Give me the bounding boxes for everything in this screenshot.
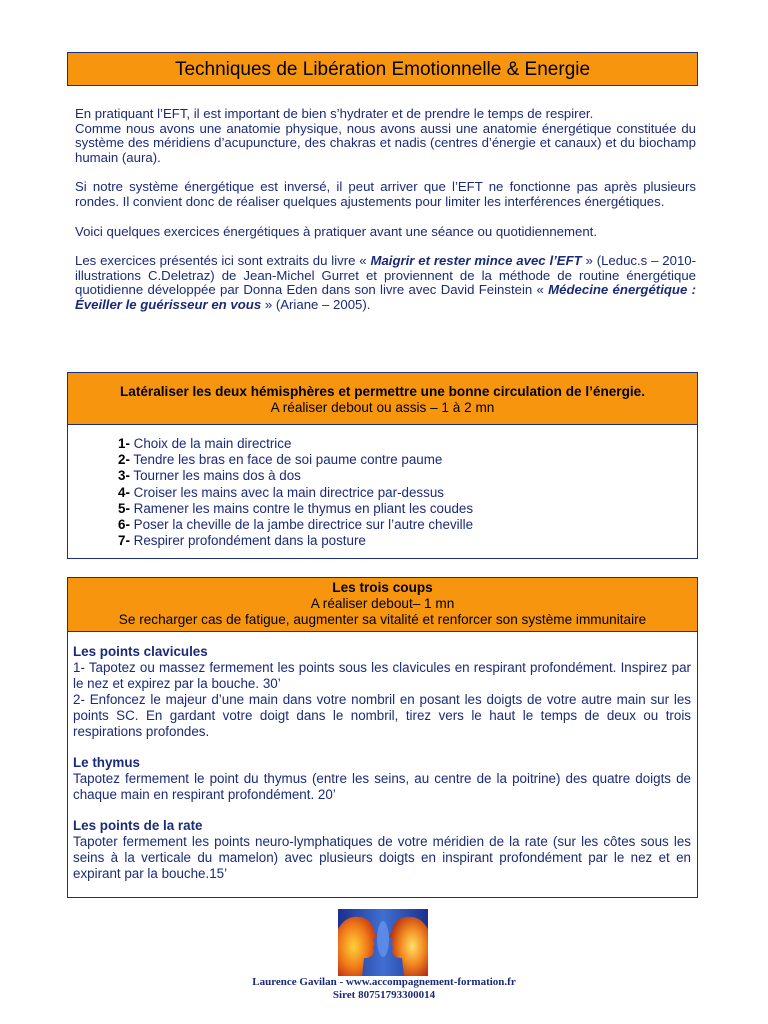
intro-p3: Voici quelques exercices énergétiques à pratiquer avant une séance ou quotidiennement.	[75, 223, 597, 239]
footer-line-1: Laurence Gavilan - www.accompagnement-formation.fr	[252, 976, 516, 988]
intro-p4-end: » (Ariane – 2005).	[261, 296, 371, 312]
trois-coups-header	[67, 577, 698, 632]
lateraliser-header	[67, 372, 698, 425]
trois-coups-heading: Les trois coups	[332, 580, 433, 595]
thymus-title: Le thymus	[73, 755, 140, 770]
title-box	[67, 52, 698, 86]
intro-p4	[75, 254, 696, 312]
intro-p1a: En pratiquant l’EFT, il est important de bien s’hydrater et de prendre le temps de respirer.	[75, 106, 594, 121]
clavicules-step-1: 1- Tapotez ou massez fermement les points sous les clavicules en respirant profondément. Inspirez par le nez et expirez par la bouche. 30’	[73, 660, 691, 691]
list-item: 2- Tendre les bras en face de soi paume contre paume	[118, 452, 443, 468]
footer-siret: Siret 80751793300014	[332, 989, 436, 1001]
intro-text	[75, 107, 696, 313]
list-item: 4- Croiser les mains avec la main directrice par-dessus	[118, 484, 444, 500]
clavicules-step-2: 2- Enfoncez le majeur d’une main dans votre nombril en posant les doigts de votre autre main sur les points SC. En gardant votre doigt dans le nombril, tirez vers le haut le temps de deux ou trois respirations profondes.	[73, 692, 691, 739]
footer	[0, 976, 768, 1002]
book-title-2: Médecine énergétique : Éveiller le guérisseur en vous	[75, 282, 696, 312]
list-item: 7- Respirer profondément dans la posture	[118, 533, 366, 549]
intro-p1b: Comme nous avons une anatomie physique, nous avons aussi une anatomie énergétique constituée du système des méridiens d’acupuncture, des chakras et nadis (centres d’énergie et canaux) et du biochamp humain (aura).	[75, 120, 696, 165]
intro-p2: Si notre système énergétique est inversé, il peut arriver que l’EFT ne fonctionne pas après plusieurs rondes. Il convient donc de réaliser quelques ajustements pour limiter les interférences énergétiques.	[75, 179, 696, 209]
intro-p4-mid: » (Leduc.s – 2010- illustrations C.Deletraz) de Jean-Michel Gurret et proviennent de la méthode de routine énergétique quotidienne développée par Donna Eden dans son livre avec David Feinstein «	[75, 253, 697, 298]
page-title: Techniques de Libération Emotionnelle & Energie	[174, 59, 591, 80]
list-item: 3- Tourner les mains dos à dos	[118, 468, 301, 484]
clavicules-title: Les points clavicules	[73, 644, 208, 659]
trois-coups-purpose: Se recharger cas de fatigue, augmenter sa vitalité et renforcer son système immunitaire	[118, 612, 647, 627]
logo-image	[338, 909, 428, 976]
list-item: 1- Choix de la main directrice	[118, 436, 292, 451]
steps-list	[118, 436, 473, 549]
lateraliser-subheading: A réaliser debout ou assis – 1 à 2 mn	[270, 400, 495, 415]
rate-title: Les points de la rate	[73, 818, 203, 833]
list-item: 6- Poser la cheville de la jambe directrice sur l’autre cheville	[118, 517, 474, 533]
book-title-1: Maigrir et rester mince avec l’EFT	[370, 253, 582, 269]
intro-p4-start: Les exercices présentés ici sont extraits du livre «	[75, 253, 371, 269]
trois-coups-text	[73, 644, 691, 882]
rate-text: Tapoter fermement les points neuro-lymphatiques de votre méridien de la rate (sur les côtes sous les seins à la verticale du mamelon) avec plusieurs doigts en inspirant profondément par le nez et en expirant par la bouche.15’	[73, 834, 691, 881]
list-item: 5- Ramener les mains contre le thymus en pliant les coudes	[118, 500, 474, 516]
thymus-text: Tapotez fermement le point du thymus (entre les seins, au centre de la poitrine) des quatre doigts de chaque main en respirant profondément. 20’	[73, 771, 691, 802]
lateraliser-heading: Latéraliser les deux hémisphères et permettre une bonne circulation de l’énergie.	[119, 384, 646, 399]
trois-coups-duration: A réaliser debout– 1 mn	[310, 596, 455, 611]
